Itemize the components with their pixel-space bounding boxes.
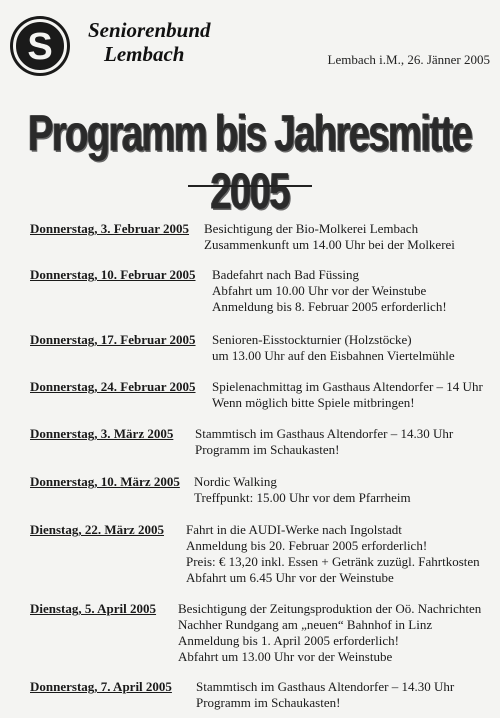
event-detail-line: um 13.00 Uhr auf den Eisbahnen Viertelmühle: [212, 348, 455, 363]
event-detail-line: Anmeldung bis 8. Februar 2005 erforderlich!: [212, 299, 447, 314]
event-detail-line: Preis: € 13,20 inkl. Essen + Getränk zuzügl. Fahrtkosten: [186, 554, 480, 569]
svg-text:S: S: [27, 26, 53, 68]
event-date: Donnerstag, 10. März 2005: [30, 474, 180, 489]
event-date: Donnerstag, 3. März 2005: [30, 426, 174, 441]
event-detail-line: Programm im Schaukasten!: [196, 695, 341, 710]
event-detail-line: Besichtigung der Zeitungsproduktion der Oö. Nachrichten: [178, 601, 482, 616]
event-detail-line: Spielenachmittag im Gasthaus Altendorfer – 14 Uhr: [212, 379, 483, 394]
event-detail-line: Stammtisch im Gasthaus Altendorfer – 14.30 Uhr: [195, 426, 454, 441]
title-divider: [188, 185, 312, 187]
event-detail-line: Senioren-Eisstockturnier (Holzstöcke): [212, 332, 412, 347]
event-details: [178, 601, 481, 665]
event-detail-line: Badefahrt nach Bad Füssing: [212, 267, 359, 282]
event-date: Donnerstag, 7. April 2005: [30, 679, 172, 694]
event-details: [204, 221, 455, 253]
event-detail-line: Stammtisch im Gasthaus Altendorfer – 14.30 Uhr: [196, 679, 455, 694]
event-detail-line: Nordic Walking: [194, 474, 277, 489]
org-name-line-2: Lembach: [104, 42, 185, 66]
event-detail-line: Besichtigung der Bio-Molkerei Lembach: [204, 221, 419, 236]
event-detail-line: Fahrt in die AUDI-Werke nach Ingolstadt: [186, 522, 402, 537]
event-detail-line: Abfahrt um 6.45 Uhr vor der Weinstube: [186, 570, 394, 585]
seniorenbund-logo: [8, 14, 72, 78]
event-date: Dienstag, 5. April 2005: [30, 601, 157, 616]
document-title: Programm bis Jahresmitte 2005: [28, 106, 472, 221]
event-detail-line: Programm im Schaukasten!: [195, 442, 340, 457]
event-date: Donnerstag, 24. Februar 2005: [30, 379, 196, 394]
place-and-date: Lembach i.M., 26. Jänner 2005: [327, 52, 490, 67]
event-detail-line: Anmeldung bis 1. April 2005 erforderlich!: [178, 633, 399, 648]
event-details: [195, 426, 453, 458]
event-details: [212, 379, 483, 411]
event-details: [194, 474, 411, 506]
event-details: [212, 332, 455, 364]
event-date: Dienstag, 22. März 2005: [30, 522, 164, 537]
event-date: Donnerstag, 3. Februar 2005: [30, 221, 190, 236]
event-date: Donnerstag, 10. Februar 2005: [30, 267, 196, 282]
event-details: [196, 679, 454, 711]
event-date: Donnerstag, 17. Februar 2005: [30, 332, 196, 347]
event-detail-line: Abfahrt um 10.00 Uhr vor der Weinstube: [212, 283, 427, 298]
organization-name: [88, 18, 211, 66]
org-name-line-1: Seniorenbund: [88, 18, 211, 42]
event-detail-line: Abfahrt um 13.00 Uhr vor der Weinstube: [178, 649, 393, 664]
event-detail-line: Nachher Rundgang am „neuen“ Bahnhof in Linz: [178, 617, 433, 632]
event-detail-line: Treffpunkt: 15.00 Uhr vor dem Pfarrheim: [194, 490, 411, 505]
event-detail-line: Zusammenkunft um 14.00 Uhr bei der Molkerei: [204, 237, 455, 252]
event-detail-line: Wenn möglich bitte Spiele mitbringen!: [212, 395, 415, 410]
event-details: [212, 267, 447, 315]
event-details: [186, 522, 480, 586]
event-detail-line: Anmeldung bis 20. Februar 2005 erforderlich!: [186, 538, 428, 553]
